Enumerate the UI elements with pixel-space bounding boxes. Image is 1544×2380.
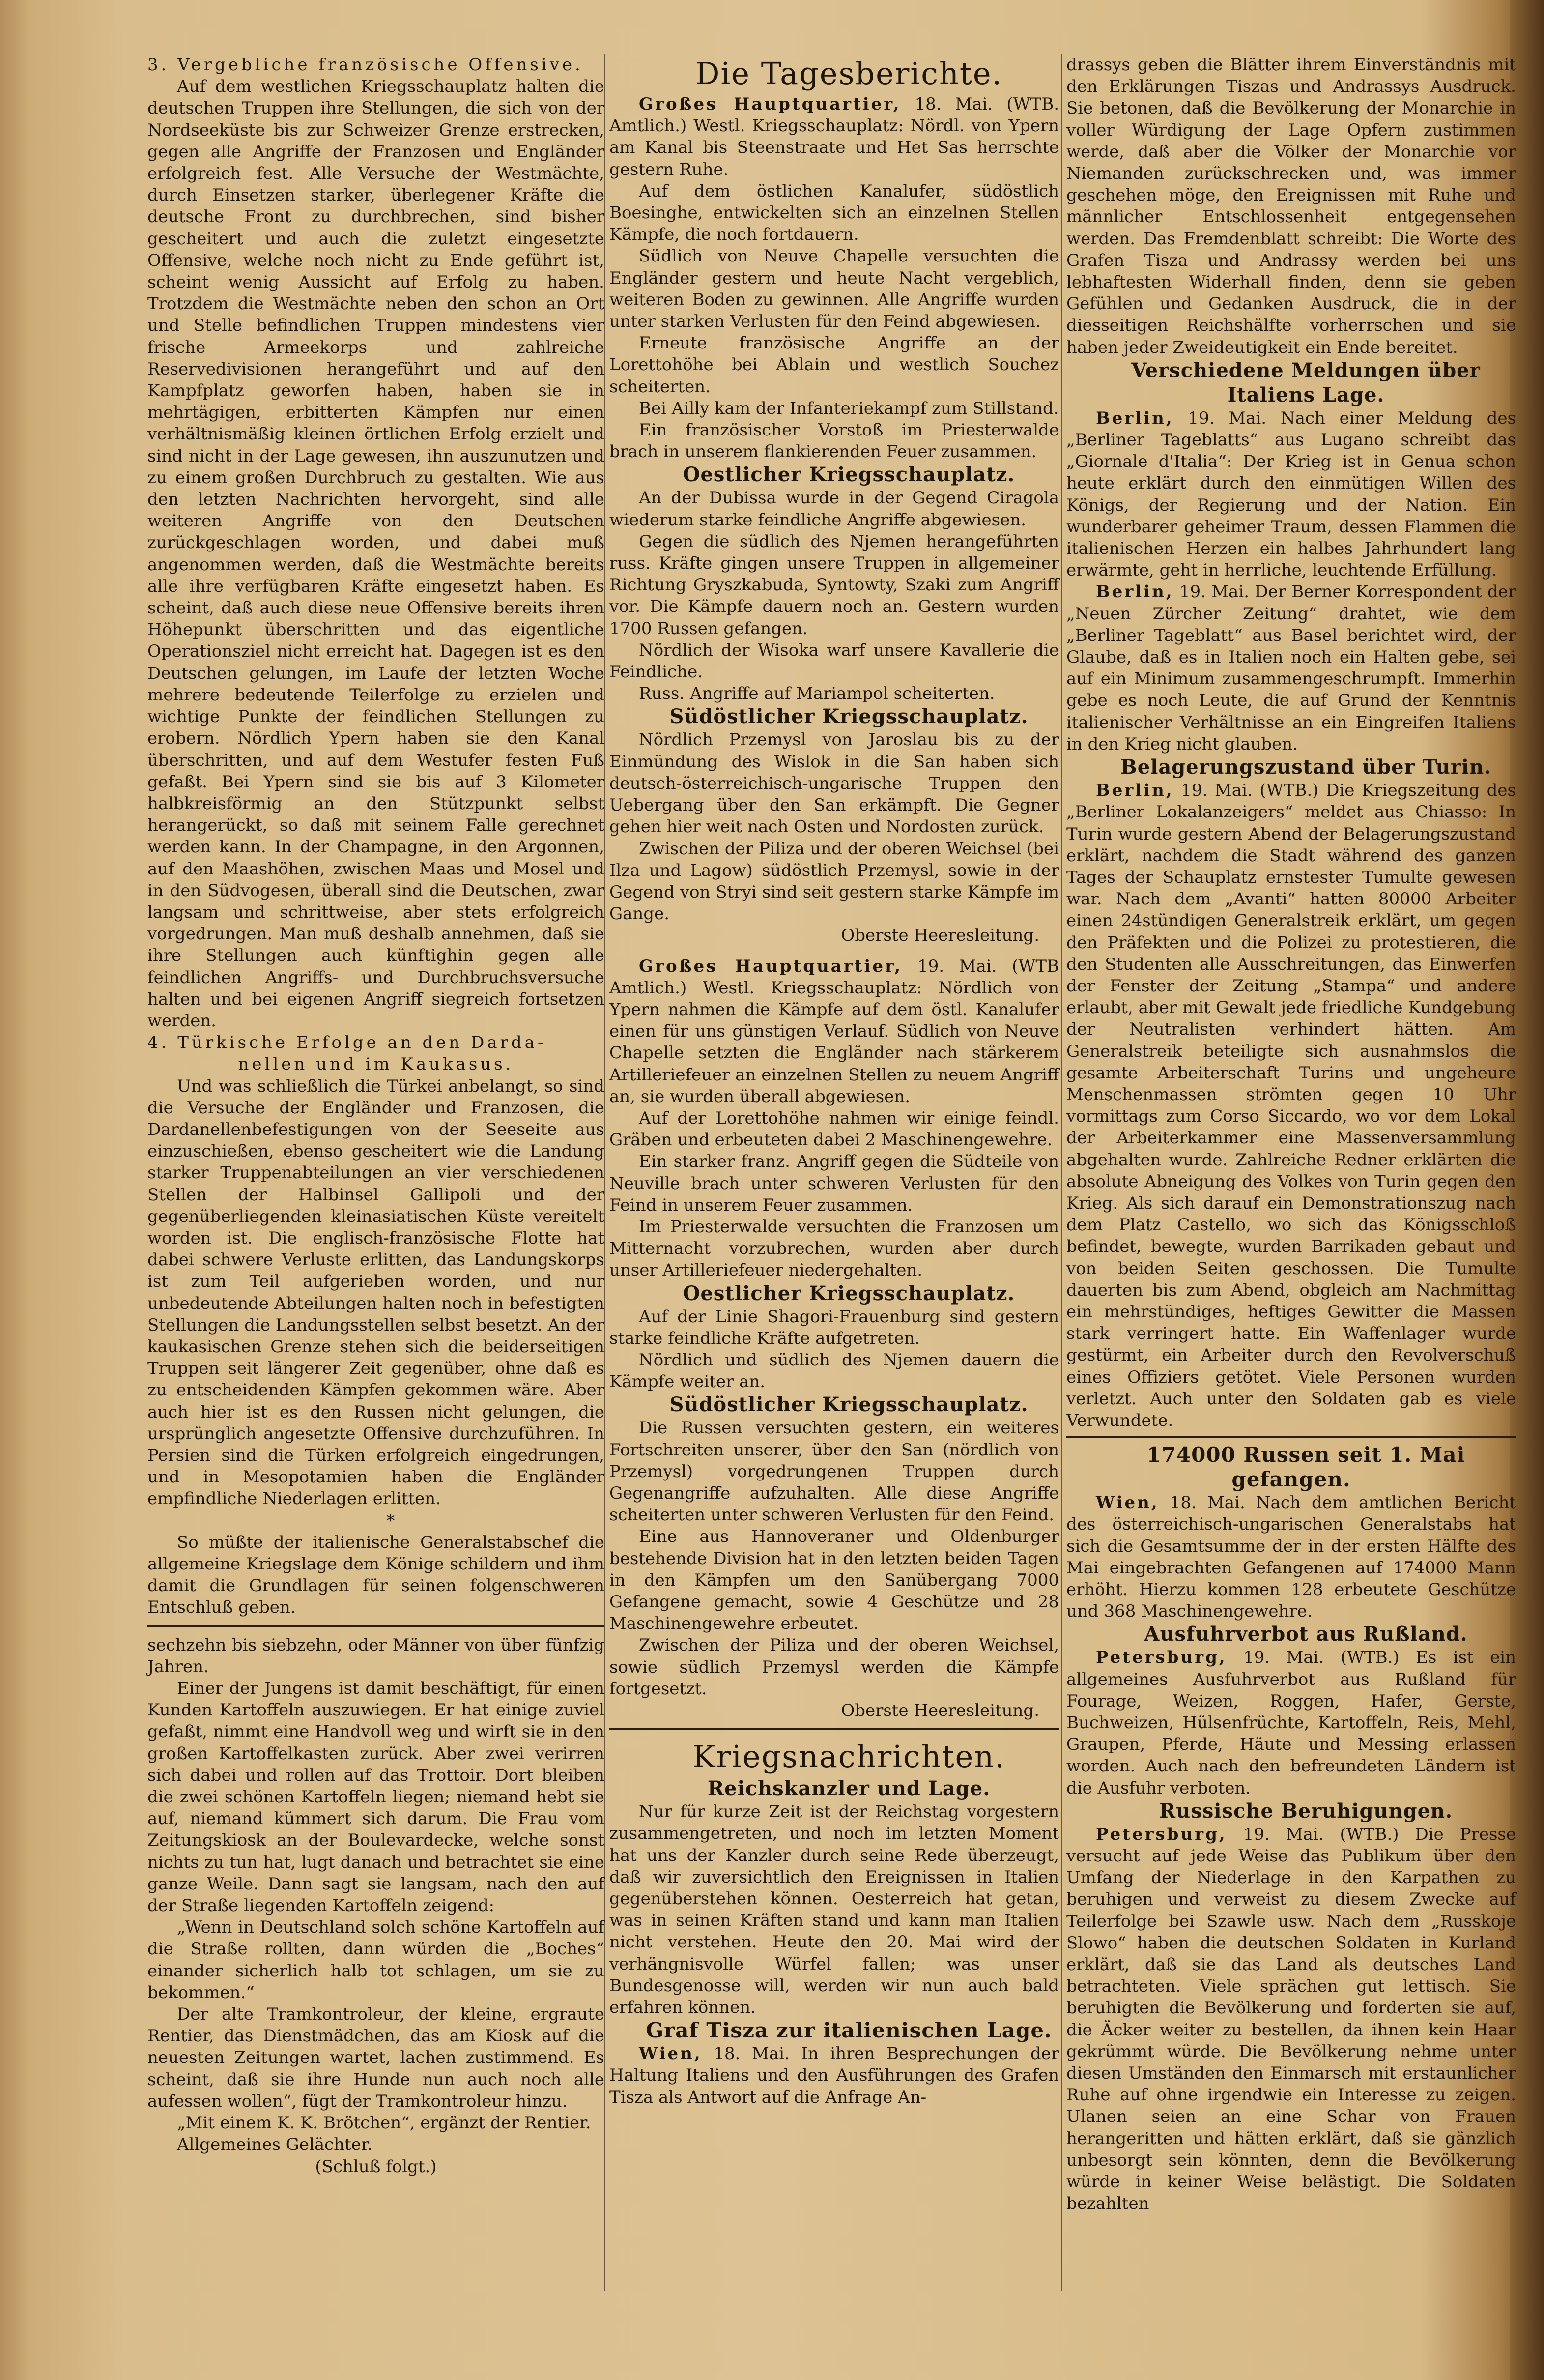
report-1-southeast-p2: Zwischen der Piliza und der oberen Weichsel (bei Ilza und Lagow) südöstlich Przemysl, sowie in der Gegend von Stryi sind seit gestern starke Kämpfe im Gange. bbox=[609, 839, 1059, 924]
headline-kriegsnachrichten: Kriegsnachrichten. bbox=[692, 1739, 1005, 1775]
report-1-p5: Bei Ailly kam der Infanteriekampf zum Stillstand. bbox=[639, 398, 1059, 418]
prisoners-divider bbox=[1066, 1436, 1516, 1438]
column-rule-2 bbox=[1061, 54, 1062, 2291]
italy-place-1: Berlin, bbox=[1096, 408, 1174, 428]
prisoners-place: Wien, bbox=[1096, 1493, 1159, 1513]
italy-paragraph-1: 19. Mai. Nach einer Meldung des „Berliner Tageblatts“ aus Lugano schreibt das „Giornale d'Italia“: Der Krieg ist in Genua schon heute erklärt durch den einmütigen Willen des Königs, der Regierung und der Nation. Ein wunderbarer geheimer Traum, dessen Flammen die italienischen Herzen ein halbes Jahrhundert lang erwärmte, geht in herrliche, leuchtende Erfüllung. bbox=[1066, 408, 1516, 580]
tisza-place: Wien, bbox=[639, 2044, 702, 2064]
reichskanzler-paragraph: Nur für kurze Zeit ist der Reichstag vorgestern zusammengetreten, und noch im letzten Moment hat uns der Kanzler durch seine Rede überzeugt, daß wir zuversichtlich den Ereignissen in Italien gegenüberstehen können. Oesterreich hat getan, was in seinen Kräften stand und kann man Italien nicht verstehen. Heute den 20. Mai wird der verhängnisvolle Würfel fallen; was unser Bundesgenosse will, werden wir nun auch bald erfahren können. bbox=[609, 1802, 1059, 2018]
feuilleton-divider bbox=[147, 1625, 604, 1627]
turin-paragraph: 19. Mai. (WTB.) Die Kriegszeitung des „Berliner Lokalanzeigers“ meldet aus Chiasso: In Turin wurde gestern Abend der Belagerungszustand erklärt, nachdem die Stadt während des ganzen Tages der Schauplatz ernstester Tumulte gewesen war. Nach dem „Avanti“ hatten 80000 Arbeiter einen 24stündigen Generalstreik erklärt, um gegen den Präfekten und die Polizei zu protestieren, die den Studenten alle Ausschreitungen, das Einwerfen der Fenster der Zeitung „Stampa“ und andere erlaubt, aber mit Gewalt jede friedliche Kundgebung der Neutralisten verhindert hätten. Am Generalstreik beteiligte sich ausnahmslos die gesamte Arbeiterschaft Turins und ungeheure Menschenmassen strömten gegen 10 Uhr vormittags zum Corso Siccardo, wo vor dem Lokal der Arbeiterkammer eine Massenversammlung abgehalten wurde. Zahlreiche Redner erklärten die absolute Abneigung des Volkes von Turin gegen den Krieg. Als sich darauf ein Demonstrationszug nach dem Platz Castello, wo sich das Königsschloß befindet, bewegte, wurden Barrikaden gebaut und von beiden Seiten geschossen. Die Tumulte dauerten bis zum Abend, obgleich am Nachmittag ein mehrstündiges, heftiges Gewitter die Massen stark verringert hatte. Ein Waffenlager wurde gestürmt, ein Arbeiter durch den Revolverschuß eines Offiziers getötet. Viele Personen wurden verletzt. Auch unter den Soldaten gab es viele Verwundete. bbox=[1066, 781, 1516, 1430]
tisza-continuation: drassys geben die Blätter ihrem Einverständnis mit den Erklärungen Tiszas und Andrassys Ausdruck. Sie betonen, daß die Bevölkerung der Monarchie in voller Würdigung der Lage Opfern zustimmen werde, daß aber die Völker der Monarchie vor Niemanden zurückschrecken und, was immer geschehen möge, den Ereignissen mit Ruhe und männlicher Entschlossenheit entgegensehen werden. Das Fremdenblatt schreibt: Die Worte des Grafen Tisza und Andrassy werden bei uns lebhaftesten Widerhall finden, denn sie geben Gefühlen und Gedanken Ausdruck, die in der diesseitigen Reichshälfte vorherrschen und sie haben jeder Zweideutigkeit ein Ende bereitet. bbox=[1066, 55, 1516, 357]
column-rule-1 bbox=[604, 54, 605, 2291]
report-2-southeast-p2: Eine aus Hannoveraner und Oldenburger bestehende Division hat in den letzten beiden Tagen in den Kämpfen um den Sanübergang 7000 Gefangene gemacht, sowie 4 Geschütze und 28 Maschinengewehre erbeutet. bbox=[609, 1527, 1059, 1634]
headline-tagesberichte: Die Tagesberichte. bbox=[695, 56, 1003, 91]
report-1-east-p4: Russ. Angriffe auf Mariampol scheiterten. bbox=[639, 684, 995, 704]
feuilleton-paragraph-5: „Mit einem K. K. Brötchen“, ergänzt der Rentier. bbox=[177, 2113, 591, 2133]
kriegsnachrichten-divider bbox=[609, 1728, 1059, 1730]
italy-heading-b: Italiens Lage. bbox=[1227, 383, 1385, 406]
report-1-east-heading: Oestlicher Kriegsschauplatz. bbox=[683, 463, 1015, 487]
feuilleton-paragraph-3: „Wenn in Deutschland solch schöne Kartoffeln auf die Straße rollten, dann würden die „Boches“ einander sicherlich halb tot schlagen, um sie zu bekommen.“ bbox=[147, 1917, 604, 2003]
section-3-paragraph: Auf dem westlichen Kriegsschauplatz halten die deutschen Truppen ihre Stellungen, die sich von der Nordseeküste bis zur Schweizer Grenze erstrecken, gegen alle Angriffe der Franzosen und Engländer erfolgreich fest. Alle Versuche der Westmächte, durch Einsetzen starker, überlegener Kräfte die deutsche Front zu durchbrechen, sind bisher gescheitert und auch die zuletzt eingesetzte Offensive, welche noch nicht zu Ende geführt ist, scheint wenig Aussicht auf Erfolg zu haben. Trotzdem die Westmächte neben den schon an Ort und Stelle befindlichen Truppen mindestens vier frische Armeekorps und zahlreiche Reservedivisionen herangeführt und auf den Kampfplatz geworfen haben, haben sie in mehrtägigen, erbitterten Kämpfen nur einen verhältnismäßig kleinen örtlichen Erfolg erzielt und sind nicht in der Lage gewesen, ihn auszunutzen und zu einem großen Durchbruch zu gestalten. Wie aus den letzten Nachrichten hervorgeht, sind alle weiteren Angriffe von den Deutschen zurückgeschlagen worden, und dabei muß angenommen werden, daß die Westmächte bereits alle ihre verfügbaren Kräfte eingesetzt haben. Es scheint, daß auch diese neue Offensive bereits ihren Höhepunkt überschritten und das eigentliche Operationsziel nicht erreicht hat. Dagegen ist es den Deutschen gelungen, im Laufe der letzten Woche mehrere bedeutende Teilerfolge zu erzielen und wichtige Punkte der feindlichen Stellungen zu erobern. Nördlich Ypern haben sie den Kanal überschritten, und auf dem Westufer festen Fuß gefaßt. Bei Ypern sind sie bis auf 3 Kilometer halbkreisförmig an den Stützpunkt selbst herangerückt, so daß mit seinem Falle gerechnet werden kann. In der Champagne, in den Argonnen, auf den Maashöhen, zwischen Maas und Mosel und in den Südvogesen, überall sind die Deutschen, zwar langsam und schrittweise, aber stets erfolgreich vorgedrungen. Man muß deshalb annehmen, daß sie ihre Stellungen auch künftighin gegen alle feindlichen Angriffs- und Durchbruchsversuche halten und bei eigenen Angriff siegreich fortsetzen werden. bbox=[147, 77, 604, 1031]
russian-reassurance-heading: Russische Beruhigungen. bbox=[1159, 1799, 1453, 1823]
page-fold-shadow bbox=[0, 0, 29, 2380]
report-1-p4: Erneute französische Angriffe an der Lorettohöhe bei Ablain und westlich Souchez scheiterten. bbox=[609, 333, 1059, 397]
section-separator-star: * bbox=[386, 1510, 395, 1531]
report-1-text: 18. Mai. (WTB. Amtlich.) Westl. Kriegsschauplatz: Nördl. von Ypern am Kanal bis Steenstraate und Het Sas herrschte gestern Ruhe. bbox=[609, 94, 1059, 179]
reichskanzler-heading: Reichskanzler und Lage. bbox=[707, 1777, 991, 1800]
report-2-southeast-p3: Zwischen der Piliza und der oberen Weichsel, sowie südlich Przemysl werden die Kämpfe fortgesetzt. bbox=[609, 1635, 1059, 1699]
feuilleton-continued: (Schluß folgt.) bbox=[315, 2156, 437, 2177]
report-2-p2: Auf der Lorettohöhe nahmen wir einige feindl. Gräben und erbeuteten dabei 2 Maschinengewehre. bbox=[609, 1108, 1059, 1150]
turin-place: Berlin, bbox=[1096, 781, 1174, 801]
report-1-p3: Südlich von Neuve Chapelle versuchten die Engländer gestern und heute Nacht vergeblich, weiteren Boden zu gewinnen. Alle Angriffe wurden unter starken Verlusten für den Feind abgewiesen. bbox=[609, 246, 1059, 332]
report-2-southeast-p1: Die Russen versuchten gestern, ein weiteres Fortschreiten unserer, über den San (nördlich von Przemysl) vorgedrungenen Truppen durch Gegenangriffe aufzuhalten. Alle diese Angriffe scheiterten unter schweren Verlusten für den Feind. bbox=[609, 1418, 1059, 1525]
report-1-p6: Ein französischer Vorstoß im Priesterwalde brach in unserem flankierenden Feuer zusammen. bbox=[609, 420, 1059, 462]
report-1-place: Großes Hauptquartier, bbox=[639, 94, 901, 114]
report-1-east-p3: Nördlich der Wisoka warf unsere Kavallerie die Feindliche. bbox=[609, 640, 1059, 682]
italy-paragraph-2: 19. Mai. Der Berner Korrespondent der „Neuen Zürcher Zeitung“ drahtet, wie dem „Berliner Tageblatt“ aus Basel berichtet wird, der Glaube, daß es in Italien noch ein Halten gebe, sei auf ein Minimum zusammengeschrumpft. Immerhin gebe es noch Leute, die auf Grund der Kenntnis italienischer Verhältnisse an ein Eingreifen Italiens in den Krieg nicht glauben. bbox=[1066, 582, 1516, 754]
report-1-p2: Auf dem östlichen Kanalufer, südöstlich Boesinghe, entwickelten sich an einzelnen Stellen Kämpfe, die noch fortdauern. bbox=[609, 181, 1059, 245]
report-2-east-p2: Nördlich und südlich des Njemen dauern die Kämpfe weiter an. bbox=[609, 1350, 1059, 1392]
report-2-text: 19. Mai. (WTB Amtlich.) Westl. Kriegsschauplatz: Nördlich von Ypern nahmen die Kämpfe auf dem östl. Kanalufer einen für uns günstigen Verlauf. Südlich von Neuve Chapelle setzten die Engländer nach stärkerem Artilleriefeuer an einzelnen Stellen zu neuem Angriff an, sie wurden überall abgewiesen. bbox=[609, 956, 1059, 1106]
column-middle bbox=[609, 54, 1059, 2108]
section-4-paragraph: Und was schließlich die Türkei anbelangt, so sind die Versuche der Engländer und Franzosen, die Dardanellenbefestigungen von der Seeseite aus einzuschießen, ebenso gescheitert wie die Landung starker Truppenabteilungen an vier verschiedenen Stellen der Halbinsel Gallipoli und der gegenüberliegenden kleinasiatischen Küste vereitelt worden ist. Die englisch-französische Flotte hat dabei schwere Verluste erlitten, das Landungskorps ist zum Teil aufgerieben worden, und nur unbedeutende Abteilungen halten noch in befestigten Stellungen die Landungsstellen selbst besetzt. An der kaukasischen Grenze stehen sich die beiderseitigen Truppen seit längerer Zeit gegenüber, ohne daß es zu entscheidenden Kämpfen gekommen wäre. Aber auch hier ist es den Russen nicht gelungen, die ursprünglich angesetzte Offensive durchzuführen. In Persien sind die Türken erfolgreich eingedrungen, und in Mesopotamien haben die Engländer empfindliche Niederlagen erlitten. bbox=[147, 1076, 604, 1509]
report-2-southeast-heading: Südöstlicher Kriegsschauplatz. bbox=[669, 1393, 1029, 1417]
export-ban-heading: Ausfuhrverbot aus Rußland. bbox=[1144, 1623, 1468, 1646]
export-ban-paragraph: 19. Mai. (WTB.) Es ist ein allgemeines Ausfuhrverbot aus Rußland für Fourage, Weizen, Roggen, Hafer, Gerste, Buchweizen, Hülsenfrüchte, Kartoffeln, Reis, Mehl, Graupen, Pferde, Häute und Messing erlassen worden. Auch nach den befreundeten Ländern ist die Ausfuhr verboten. bbox=[1066, 1648, 1516, 1798]
prisoners-heading: 174000 Russen seit 1. Mai gefangen. bbox=[1146, 1443, 1465, 1492]
report-2-east-heading: Oestlicher Kriegsschauplatz. bbox=[683, 1281, 1015, 1305]
feuilleton-paragraph-1: sechzehn bis siebzehn, oder Männer von über fünfzig Jahren. bbox=[147, 1635, 604, 1677]
report-1-southeast-p1: Nördlich Przemysl von Jaroslau bis zu der Einmündung des Wislok in die San haben sich deutsch-österreichisch-ungarische Truppen den Uebergang über den San erkämpft. Die Gegner gehen hier weit nach Osten und Nordosten zurück. bbox=[609, 730, 1059, 837]
prisoners-paragraph: 18. Mai. Nach dem amtlichen Bericht des österreichisch-ungarischen Generalstabs hat sich die Gesamtsumme der in der ersten Hälfte des Mai eingebrachten Gefangenen auf 174000 Mann erhöht. Hierzu kommen 128 erbeutete Geschütze und 368 Maschinengewehre. bbox=[1066, 1493, 1516, 1622]
tisza-heading: Graf Tisza zur italienischen Lage. bbox=[646, 2018, 1052, 2043]
report-2-place: Großes Hauptquartier, bbox=[639, 956, 903, 976]
russian-reassurance-paragraph: 19. Mai. (WTB.) Die Presse versucht auf jede Weise das Publikum über den Umfang der Niederlage in den Karpathen zu beruhigen und verweist zu diesem Zwecke auf Teilerfolge bei Szawle usw. Nach dem „Russkoje Slowo“ haben die deutschen Soldaten in Kurland erklärt, daß sie das Land als deutsches Land betrachteten. Viele sprächen gut lettisch. Sie beruhigten die Bevölkerung und forderten sie auf, die Äcker weiter zu bestellen, da ihnen kein Haar gekrümmt würde. Die Bevölkerung nehme unter diesen Umständen den Einmarsch mit erstaunlicher Ruhe auf ohne irgendwie ein Interesse zu zeigen. Ulanen seien an eine Schar von Frauen herangeritten und hätten erklärt, daß sie gänzlich unbesorgt sein könnten, denn die Bevölkerung würde in keiner Weise belästigt. Die Soldaten bezahlten bbox=[1066, 1824, 1516, 2214]
section-4-title-b: nellen und im Kaukasus. bbox=[238, 1054, 514, 1074]
report-2-east-p1: Auf der Linie Shagori-Frauenburg sind gestern starke feindliche Kräfte aufgetreten. bbox=[609, 1306, 1059, 1348]
column-left bbox=[147, 54, 604, 2177]
section-4-title-a: 4. Türkische Erfolge an den Darda- bbox=[147, 1033, 546, 1053]
report-1-signature: Oberste Heeresleitung. bbox=[841, 926, 1039, 946]
column-right bbox=[1066, 54, 1516, 2214]
feuilleton-paragraph-4: Der alte Tramkontroleur, der kleine, ergraute Rentier, das Dienstmädchen, das am Kiosk auf die neuesten Zeitungen wartet, lachen zustimmend. Es scheint, daß sie ihre Hunde nun auch noch alle aufessen wollen“, fügt der Tramkontroleur hinzu. bbox=[147, 2004, 604, 2111]
section-4-conclusion: So müßte der italienische Generalstabschef die allgemeine Kriegslage dem Könige schildern und ihm damit die Grundlagen für seinen folgenschweren Entschluß geben. bbox=[147, 1532, 604, 1618]
turin-heading: Belagerungszustand über Turin. bbox=[1120, 755, 1492, 779]
export-ban-place: Petersburg, bbox=[1096, 1648, 1227, 1668]
tisza-text: 18. Mai. In ihren Besprechungen der Haltung Italiens und den Ausführungen des Grafen Tisza als Antwort auf die Anfrage An- bbox=[609, 2044, 1059, 2107]
report-1-east-p2: Gegen die südlich des Njemen herangeführten russ. Kräfte gingen unsere Truppen in allgemeiner Richtung Gryszkabuda, Syntowty, Szaki zum Angriff vor. Die Kämpfe dauern noch an. Gestern wurden 1700 Russen gefangen. bbox=[609, 531, 1059, 639]
italy-heading-a: Verschiedene Meldungen über bbox=[1131, 358, 1481, 382]
feuilleton-paragraph-6: Allgemeines Gelächter. bbox=[177, 2135, 373, 2155]
italy-place-2: Berlin, bbox=[1096, 582, 1174, 602]
russian-reassurance-place: Petersburg, bbox=[1096, 1824, 1227, 1844]
report-2-p4: Im Priesterwalde versuchten die Franzosen um Mitternacht vorzubrechen, wurden aber durch unser Artilleriefeuer niedergehalten. bbox=[609, 1217, 1059, 1280]
section-3-title: 3. Vergebliche französische Offensive. bbox=[147, 55, 583, 75]
report-2-signature: Oberste Heeresleitung. bbox=[841, 1701, 1039, 1721]
report-1-southeast-heading: Südöstlicher Kriegsschauplatz. bbox=[669, 705, 1029, 728]
feuilleton-paragraph-2: Einer der Jungens ist damit beschäftigt, für einen Kunden Kartoffeln auszuwiegen. Er hat einige zuviel gefaßt, nimmt eine Handvoll weg und wirft sie in den großen Kartoffelkasten zurück. Aber zwei verirren sich dabei und rollen auf das Trottoir. Dort bleiben die zwei schönen Kartoffeln liegen; niemand hebt sie auf, niemand kümmert sich darum. Die Frau vom Zeitungskiosk an der Boulevardecke, welche sonst nichts zu tun hat, lugt danach und betrachtet sie eine ganze Weile. Dann sagt sie langsam, nach den auf der Straße liegenden Kartoffeln zeigend: bbox=[147, 1679, 604, 1916]
report-2-p3: Ein starker franz. Angriff gegen die Südteile von Neuville brach unter schweren Verlusten für den Feind in unserem Feuer zusammen. bbox=[609, 1152, 1059, 1215]
report-1-east-p1: An der Dubissa wurde in der Gegend Ciragola wiederum starke feindliche Angriffe abgewiesen. bbox=[609, 488, 1059, 530]
